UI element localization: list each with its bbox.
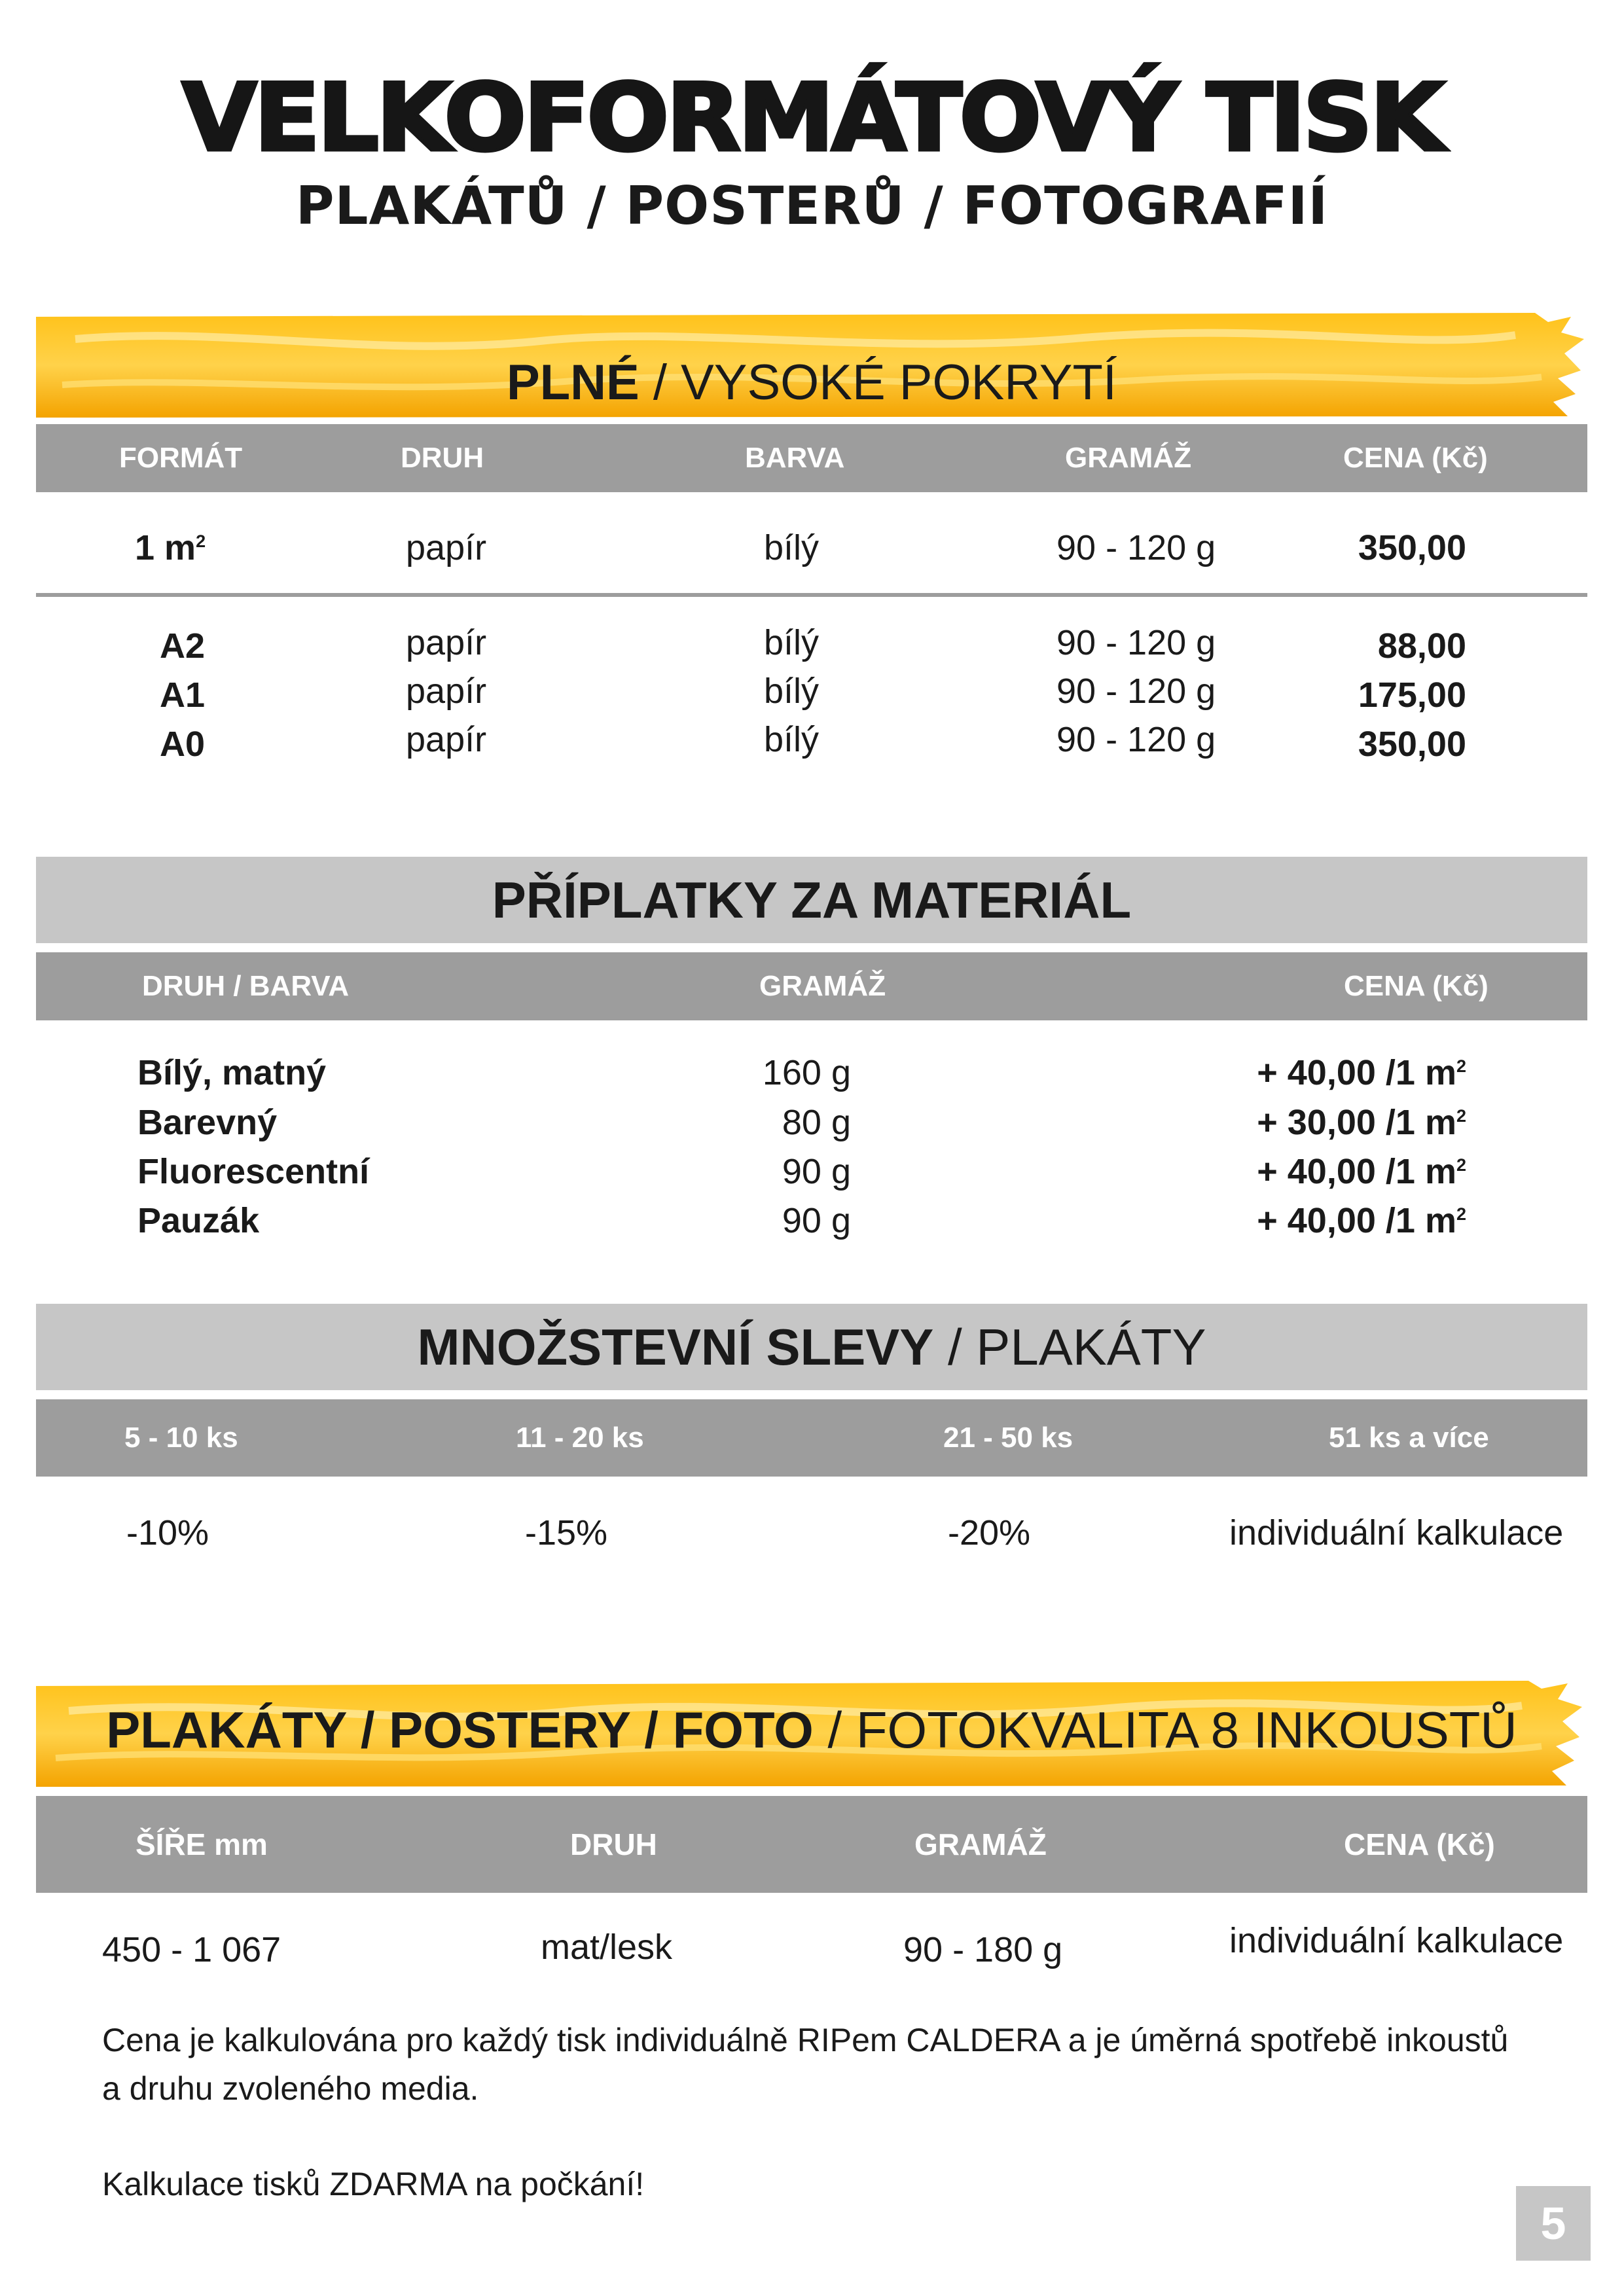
row-barva: bílý <box>764 672 820 711</box>
section-band-plakaty <box>36 1681 1587 1787</box>
discount-value: -10% <box>126 1513 209 1552</box>
col-qty-2: 11 - 20 ks <box>516 1422 644 1454</box>
divider <box>36 593 1587 597</box>
col-druh: DRUH <box>401 442 484 474</box>
row-druh: Pauzák <box>137 1201 260 1240</box>
row-sire: 450 - 1 067 <box>102 1930 281 1969</box>
row-format: 1 $m^2$ <box>135 528 206 567</box>
section1-title-light: / VYSOKÉ POKRYTÍ <box>653 354 1117 410</box>
row-format: A2 <box>160 626 206 666</box>
row-druh: Bílý, matný <box>137 1053 327 1092</box>
section4-table-header <box>36 1796 1587 1893</box>
section-band-slevy <box>36 1304 1587 1390</box>
row-cena: + 40,00 /1 $m^2$ <box>1257 1201 1466 1240</box>
section3-table-header <box>36 1399 1587 1477</box>
page-number: 5 <box>1516 2186 1591 2261</box>
col-barva: BARVA <box>745 442 845 474</box>
section3-title-bold: MNOŽSTEVNÍ SLEVY <box>417 1318 934 1376</box>
row-cena: + 30,00 /1 $m^2$ <box>1257 1103 1466 1142</box>
row-cena: individuální kalkulace <box>1229 1921 1564 1960</box>
page-title: VELKOFORMÁTOVÝ TISK <box>182 64 1442 172</box>
row-cena: 350,00 <box>1358 528 1466 567</box>
row-gramaz: 90 - 120 g <box>1056 623 1216 662</box>
row-gramaz: 90 - 180 g <box>903 1930 1063 1969</box>
col-qty-1: 5 - 10 ks <box>124 1422 238 1454</box>
row-cena: + 40,00 /1 $m^2$ <box>1257 1053 1466 1092</box>
col-format: FORMÁT <box>119 442 243 474</box>
section4-title-light: / FOTOKVALITA 8 INKOUSTŮ <box>827 1700 1517 1759</box>
col-druh: DRUH <box>570 1827 657 1861</box>
section4-title-bold: PLAKÁTY / POSTERY / FOTO <box>106 1700 814 1759</box>
col-cena: CENA (Kč) <box>1344 1827 1495 1861</box>
row-barva: bílý <box>764 528 820 567</box>
col-qty-4: 51 ks a více <box>1329 1422 1489 1454</box>
row-cena: 88,00 <box>1377 626 1466 666</box>
row-gramaz: 80 g <box>782 1103 851 1142</box>
section3-title-light: / PLAKÁTY <box>947 1318 1206 1376</box>
col-qty-3: 21 - 50 ks <box>943 1422 1074 1454</box>
note-free-calculation: Kalkulace tisků ZDARMA na počkání! <box>102 2166 645 2202</box>
discount-value: -15% <box>525 1513 608 1552</box>
row-gramaz: 90 - 120 g <box>1056 528 1216 567</box>
row-cena: 175,00 <box>1358 675 1466 715</box>
row-cena: + 40,00 /1 $m^2$ <box>1257 1152 1466 1191</box>
row-barva: bílý <box>764 623 820 662</box>
col-gramaz: GRAMÁŽ <box>759 970 886 1002</box>
row-gramaz: 160 g <box>762 1053 851 1092</box>
section2-table-header <box>36 952 1587 1020</box>
discount-value: individuální kalkulace <box>1229 1513 1564 1552</box>
section2-title: PŘÍPLATKY ZA MATERIÁL <box>492 870 1132 929</box>
row-druh: Fluorescentní <box>137 1152 370 1191</box>
row-gramaz: 90 g <box>782 1201 851 1240</box>
row-gramaz: 90 g <box>782 1152 851 1191</box>
col-sire: ŠÍŘE mm <box>135 1827 268 1861</box>
col-cena: CENA (Kč) <box>1343 442 1488 474</box>
row-druh: papír <box>406 528 487 567</box>
row-barva: bílý <box>764 720 820 759</box>
row-druh: Barevný <box>137 1103 278 1142</box>
row-druh: papír <box>406 720 487 759</box>
page-subtitle: PLAKÁTŮ / POSTERŮ / FOTOGRAFIÍ <box>295 175 1329 236</box>
row-druh: papír <box>406 623 487 662</box>
col-druh-barva: DRUH / BARVA <box>142 970 350 1002</box>
row-cena: 350,00 <box>1358 725 1466 764</box>
row-druh: mat/lesk <box>541 1928 673 1967</box>
col-gramaz: GRAMÁŽ <box>914 1827 1047 1861</box>
section1-table-header <box>36 424 1587 492</box>
section-band-plne <box>36 313 1587 418</box>
col-gramaz: GRAMÁŽ <box>1065 442 1192 474</box>
note-line: a druhu zvoleného media. <box>102 2070 479 2107</box>
section-band-priplatky <box>36 857 1587 943</box>
row-format: A0 <box>160 725 206 764</box>
discount-value: -20% <box>948 1513 1031 1552</box>
row-format: A1 <box>160 675 206 715</box>
row-gramaz: 90 - 120 g <box>1056 672 1216 711</box>
col-cena: CENA (Kč) <box>1344 970 1489 1002</box>
row-gramaz: 90 - 120 g <box>1056 720 1216 759</box>
section1-title-bold: PLNÉ <box>507 354 640 410</box>
note-line: Cena je kalkulována pro každý tisk individuálně RIPem CALDERA a je úměrná spotřebě inkoustů <box>102 2022 1509 2058</box>
row-druh: papír <box>406 672 487 711</box>
